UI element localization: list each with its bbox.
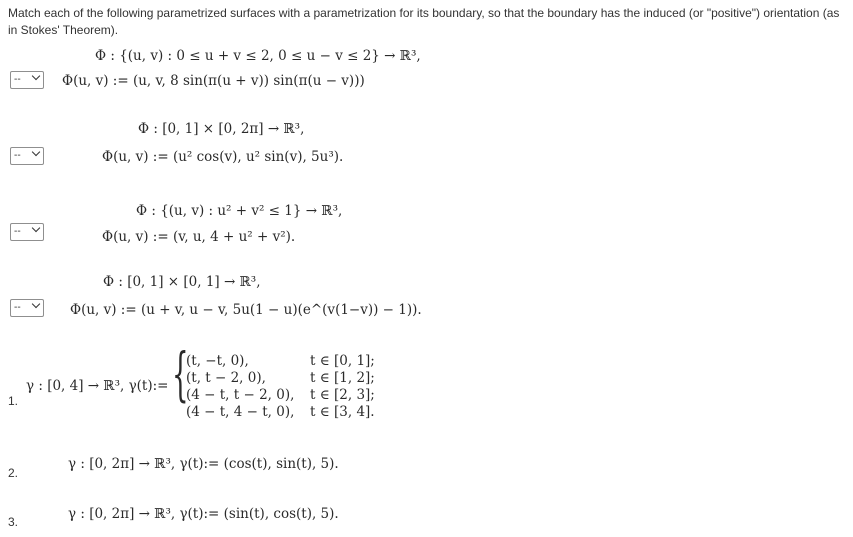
surface-1-formula: Φ(u, v) := (u, v, 8 sin(π(u + v)) sin(π(u − v))) [62,73,365,89]
question-prompt: Match each of the following parametrized surfaces with a parametrization for its boundary, so that the boundary has the induced (or "positive") orientation (as in Stokes' Theorem). [8,6,840,37]
surface-4-formula: Φ(u, v) := (u + v, u − v, 5u(1 − u)(e^(v(1−v)) − 1)). [70,302,422,318]
curve-1-cond-1: t ∈ [0, 1]; [310,353,375,369]
surface-3-formula: Φ(u, v) := (v, u, 4 + u² + v²). [102,229,296,245]
curve-1-piece-4: (4 − t, 4 − t, 0), [186,404,295,420]
surface-2-domain: Φ : [0, 1] × [0, 2π] → ℝ³, [138,121,305,137]
curve-1-cond-3: t ∈ [2, 3]; [310,387,375,403]
curve-1-number: 1. [8,394,19,408]
surface-2-formula: Φ(u, v) := (u² cos(v), u² sin(v), 5u³). [102,149,344,165]
match-select-1[interactable] [10,71,44,89]
match-select-2[interactable] [10,147,44,165]
curve-1-piece-3: (4 − t, t − 2, 0), [186,387,295,403]
curve-1-cond-4: t ∈ [3, 4]. [310,404,375,420]
curve-1-piece-2: (t, t − 2, 0), [186,370,266,386]
surface-4-domain: Φ : [0, 1] × [0, 1] → ℝ³, [103,274,261,290]
match-dropdown-3[interactable] [10,221,44,239]
match-dropdown-1[interactable] [10,69,44,87]
match-select-3[interactable] [10,223,44,241]
curve-3-formula: γ : [0, 2π] → ℝ³, γ(t):= (sin(t), cos(t), 5). [68,506,339,522]
curve-2-formula: γ : [0, 2π] → ℝ³, γ(t):= (cos(t), sin(t), 5). [68,456,339,472]
curve-1-piece-1: (t, −t, 0), [186,353,249,369]
piecewise-brace: { [172,340,189,408]
curve-3-number: 3. [8,515,19,529]
curve-2-number: 2. [8,466,19,480]
surface-1-domain: Φ : {(u, v) : 0 ≤ u + v ≤ 2, 0 ≤ u − v ≤ 2} → ℝ³, [95,48,421,64]
curve-1-head: γ : [0, 4] → ℝ³, γ(t):= [26,378,169,394]
match-dropdown-2[interactable] [10,145,44,163]
match-select-4[interactable] [10,299,44,317]
match-dropdown-4[interactable] [10,297,44,315]
surface-3-domain: Φ : {(u, v) : u² + v² ≤ 1} → ℝ³, [136,203,343,219]
curve-1-cond-2: t ∈ [1, 2]; [310,370,375,386]
